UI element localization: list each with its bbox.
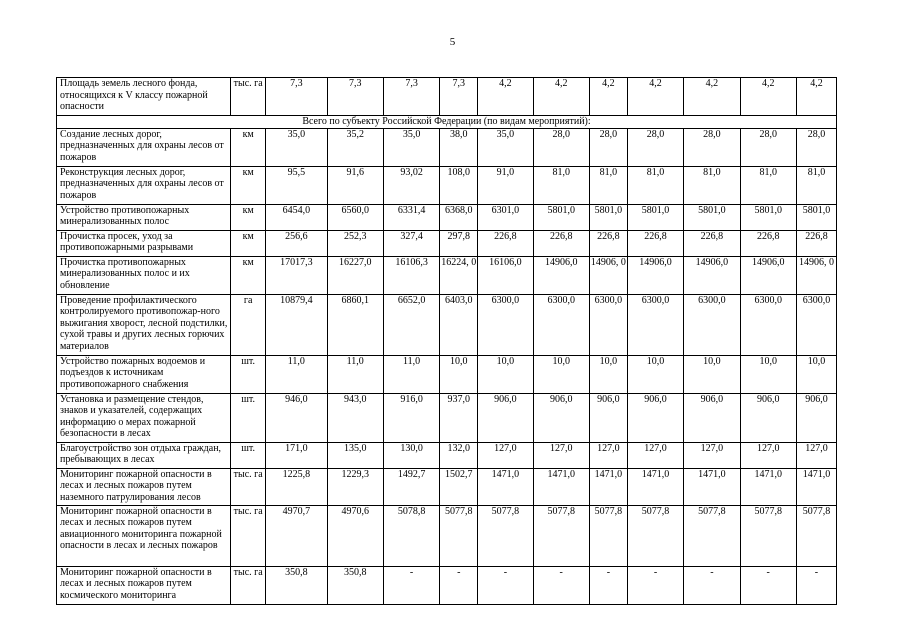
table-row bbox=[57, 566, 837, 604]
value-cell: 226,8 bbox=[627, 230, 683, 256]
value-cell: 906,0 bbox=[796, 393, 836, 442]
row-unit: тыс. га bbox=[231, 505, 266, 566]
value-cell: 7,3 bbox=[327, 78, 383, 116]
value-cell: 6560,0 bbox=[327, 204, 383, 230]
value-cell: - bbox=[533, 566, 589, 604]
page-number: 5 bbox=[449, 36, 456, 48]
value-cell: 5077,8 bbox=[740, 505, 796, 566]
table-row bbox=[57, 204, 837, 230]
value-cell: 226,8 bbox=[478, 230, 533, 256]
value-cell: 35,0 bbox=[383, 128, 439, 166]
value-cell: 906,0 bbox=[740, 393, 796, 442]
value-cell: 16227,0 bbox=[327, 256, 383, 294]
row-unit: км bbox=[231, 230, 266, 256]
value-cell: 35,0 bbox=[478, 128, 533, 166]
row-unit: км bbox=[231, 166, 266, 204]
row-name: Устройство противопожарных минерализованных полос bbox=[57, 204, 231, 230]
value-cell: 5801,0 bbox=[533, 204, 589, 230]
table-row bbox=[57, 166, 837, 204]
value-cell: - bbox=[684, 566, 740, 604]
value-cell: 4970,7 bbox=[266, 505, 327, 566]
value-cell: 226,8 bbox=[740, 230, 796, 256]
value-cell: 5077,8 bbox=[440, 505, 478, 566]
value-cell: 906,0 bbox=[589, 393, 627, 442]
value-cell: 127,0 bbox=[627, 442, 683, 468]
value-cell: 4,2 bbox=[740, 78, 796, 116]
value-cell: 5801,0 bbox=[796, 204, 836, 230]
value-cell: 91,0 bbox=[478, 166, 533, 204]
table-row bbox=[57, 505, 837, 566]
value-cell: 226,8 bbox=[533, 230, 589, 256]
row-name: Установка и размещение стендов, знаков и указателей, содержащих информацию о мерах пожарной безопасности в лесах bbox=[57, 393, 231, 442]
value-cell: 943,0 bbox=[327, 393, 383, 442]
value-cell: 10,0 bbox=[684, 355, 740, 393]
value-cell: 327,4 bbox=[383, 230, 439, 256]
value-cell: 127,0 bbox=[684, 442, 740, 468]
value-cell: 10,0 bbox=[478, 355, 533, 393]
value-cell: 5077,8 bbox=[796, 505, 836, 566]
value-cell: 130,0 bbox=[383, 442, 439, 468]
value-cell: 10,0 bbox=[627, 355, 683, 393]
value-cell: 127,0 bbox=[533, 442, 589, 468]
row-name: Прочистка противопожарных минерализованных полос и их обновление bbox=[57, 256, 231, 294]
value-cell: 6300,0 bbox=[589, 294, 627, 355]
value-cell: 1471,0 bbox=[740, 468, 796, 505]
value-cell: 1471,0 bbox=[684, 468, 740, 505]
section-title: Всего по субъекту Российской Федерации (по видам мероприятий): bbox=[57, 116, 837, 129]
row-name: Прочистка просек, уход за противопожарными разрывами bbox=[57, 230, 231, 256]
section-row bbox=[57, 116, 837, 129]
value-cell: 4,2 bbox=[478, 78, 533, 116]
value-cell: 906,0 bbox=[627, 393, 683, 442]
value-cell: 5077,8 bbox=[589, 505, 627, 566]
value-cell: - bbox=[740, 566, 796, 604]
table-row bbox=[57, 468, 837, 505]
value-cell: 108,0 bbox=[440, 166, 478, 204]
value-cell: 14906,0 bbox=[533, 256, 589, 294]
value-cell: 28,0 bbox=[627, 128, 683, 166]
value-cell: 11,0 bbox=[327, 355, 383, 393]
value-cell: 81,0 bbox=[533, 166, 589, 204]
value-cell: 14906,0 bbox=[740, 256, 796, 294]
value-cell: 350,8 bbox=[327, 566, 383, 604]
value-cell: 6652,0 bbox=[383, 294, 439, 355]
value-cell: 10,0 bbox=[533, 355, 589, 393]
value-cell: 135,0 bbox=[327, 442, 383, 468]
value-cell: 1471,0 bbox=[627, 468, 683, 505]
row-name: Проведение профилактического контролируемого противопожар-ного выжигания хворост, лесной подстилки, сухой травы и других лесных горючих материалов bbox=[57, 294, 231, 355]
value-cell: 6403,0 bbox=[440, 294, 478, 355]
table-row bbox=[57, 442, 837, 468]
value-cell: 14906,0 bbox=[684, 256, 740, 294]
row-name: Площадь земель лесного фонда, относящихся к V классу пожарной опасности bbox=[57, 78, 231, 116]
value-cell: 6300,0 bbox=[533, 294, 589, 355]
value-cell: - bbox=[478, 566, 533, 604]
value-cell: 5077,8 bbox=[627, 505, 683, 566]
value-cell: - bbox=[383, 566, 439, 604]
value-cell: 1471,0 bbox=[796, 468, 836, 505]
value-cell: 7,3 bbox=[266, 78, 327, 116]
row-unit: шт. bbox=[231, 442, 266, 468]
value-cell: 226,8 bbox=[796, 230, 836, 256]
value-cell: - bbox=[627, 566, 683, 604]
value-cell: 132,0 bbox=[440, 442, 478, 468]
value-cell: 5078,8 bbox=[383, 505, 439, 566]
row-unit: км bbox=[231, 128, 266, 166]
value-cell: 916,0 bbox=[383, 393, 439, 442]
value-cell: 127,0 bbox=[478, 442, 533, 468]
table-body bbox=[57, 78, 837, 605]
value-cell: 6300,0 bbox=[796, 294, 836, 355]
value-cell: 256,6 bbox=[266, 230, 327, 256]
value-cell: 1502,7 bbox=[440, 468, 478, 505]
row-unit: км bbox=[231, 256, 266, 294]
value-cell: 81,0 bbox=[589, 166, 627, 204]
table-row bbox=[57, 393, 837, 442]
value-cell: 1471,0 bbox=[589, 468, 627, 505]
row-unit: шт. bbox=[231, 393, 266, 442]
value-cell: 93,02 bbox=[383, 166, 439, 204]
value-cell: 5077,8 bbox=[533, 505, 589, 566]
value-cell: 81,0 bbox=[627, 166, 683, 204]
row-unit: тыс. га bbox=[231, 78, 266, 116]
value-cell: 11,0 bbox=[383, 355, 439, 393]
value-cell: 91,6 bbox=[327, 166, 383, 204]
value-cell: 81,0 bbox=[796, 166, 836, 204]
value-cell: 16106,3 bbox=[383, 256, 439, 294]
value-cell: 6860,1 bbox=[327, 294, 383, 355]
value-cell: 6454,0 bbox=[266, 204, 327, 230]
value-cell: 6368,0 bbox=[440, 204, 478, 230]
value-cell: 28,0 bbox=[533, 128, 589, 166]
value-cell: 1229,3 bbox=[327, 468, 383, 505]
value-cell: 35,2 bbox=[327, 128, 383, 166]
table-row bbox=[57, 230, 837, 256]
table-row bbox=[57, 256, 837, 294]
table-row bbox=[57, 78, 837, 116]
value-cell: 5801,0 bbox=[589, 204, 627, 230]
value-cell: 297,8 bbox=[440, 230, 478, 256]
value-cell: 16224, 0 bbox=[440, 256, 478, 294]
value-cell: 127,0 bbox=[740, 442, 796, 468]
value-cell: 7,3 bbox=[383, 78, 439, 116]
value-cell: 937,0 bbox=[440, 393, 478, 442]
value-cell: 10,0 bbox=[796, 355, 836, 393]
row-name: Мониторинг пожарной опасности в лесах и лесных пожаров путем наземного патрулирования лесов bbox=[57, 468, 231, 505]
value-cell: 11,0 bbox=[266, 355, 327, 393]
value-cell: 5077,8 bbox=[478, 505, 533, 566]
value-cell: 14906, 0 bbox=[589, 256, 627, 294]
table-row bbox=[57, 128, 837, 166]
row-unit: шт. bbox=[231, 355, 266, 393]
value-cell: 4,2 bbox=[589, 78, 627, 116]
value-cell: 6300,0 bbox=[740, 294, 796, 355]
row-unit: тыс. га bbox=[231, 566, 266, 604]
value-cell: 95,5 bbox=[266, 166, 327, 204]
value-cell: 252,3 bbox=[327, 230, 383, 256]
value-cell: 4,2 bbox=[533, 78, 589, 116]
value-cell: 4,2 bbox=[796, 78, 836, 116]
value-cell: 1471,0 bbox=[533, 468, 589, 505]
row-name: Реконструкция лесных дорог, предназначенных для охраны лесов от пожаров bbox=[57, 166, 231, 204]
value-cell: 38,0 bbox=[440, 128, 478, 166]
value-cell: 1471,0 bbox=[478, 468, 533, 505]
value-cell: 906,0 bbox=[478, 393, 533, 442]
value-cell: 10879,4 bbox=[266, 294, 327, 355]
value-cell: 171,0 bbox=[266, 442, 327, 468]
value-cell: 16106,0 bbox=[478, 256, 533, 294]
value-cell: 28,0 bbox=[740, 128, 796, 166]
value-cell: 1225,8 bbox=[266, 468, 327, 505]
value-cell: 14906, 0 bbox=[796, 256, 836, 294]
value-cell: 7,3 bbox=[440, 78, 478, 116]
row-name: Мониторинг пожарной опасности в лесах и лесных пожаров путем космического мониторинга bbox=[57, 566, 231, 604]
value-cell: 14906,0 bbox=[627, 256, 683, 294]
value-cell: 35,0 bbox=[266, 128, 327, 166]
value-cell: 350,8 bbox=[266, 566, 327, 604]
row-unit: км bbox=[231, 204, 266, 230]
row-name: Устройство пожарных водоемов и подъездов к источникам противопожарного снабжения bbox=[57, 355, 231, 393]
value-cell: - bbox=[440, 566, 478, 604]
value-cell: 28,0 bbox=[796, 128, 836, 166]
value-cell: 4970,6 bbox=[327, 505, 383, 566]
table-row bbox=[57, 355, 837, 393]
value-cell: 906,0 bbox=[684, 393, 740, 442]
value-cell: 226,8 bbox=[589, 230, 627, 256]
table-row bbox=[57, 294, 837, 355]
row-unit: тыс. га bbox=[231, 468, 266, 505]
data-table bbox=[56, 77, 837, 605]
value-cell: 81,0 bbox=[684, 166, 740, 204]
value-cell: 5077,8 bbox=[684, 505, 740, 566]
value-cell: 5801,0 bbox=[740, 204, 796, 230]
value-cell: 28,0 bbox=[589, 128, 627, 166]
value-cell: - bbox=[796, 566, 836, 604]
value-cell: 4,2 bbox=[684, 78, 740, 116]
value-cell: 17017,3 bbox=[266, 256, 327, 294]
row-name: Создание лесных дорог, предназначенных для охраны лесов от пожаров bbox=[57, 128, 231, 166]
row-name: Благоустройство зон отдыха граждан, пребывающих в лесах bbox=[57, 442, 231, 468]
value-cell: 946,0 bbox=[266, 393, 327, 442]
value-cell: 127,0 bbox=[589, 442, 627, 468]
value-cell: 5801,0 bbox=[684, 204, 740, 230]
value-cell: - bbox=[589, 566, 627, 604]
value-cell: 1492,7 bbox=[383, 468, 439, 505]
value-cell: 5801,0 bbox=[627, 204, 683, 230]
value-cell: 6300,0 bbox=[684, 294, 740, 355]
value-cell: 28,0 bbox=[684, 128, 740, 166]
value-cell: 81,0 bbox=[740, 166, 796, 204]
value-cell: 906,0 bbox=[533, 393, 589, 442]
row-name: Мониторинг пожарной опасности в лесах и лесных пожаров путем авиационного мониторинга пожарной опасности в лесах и лесных пожаров bbox=[57, 505, 231, 566]
value-cell: 6331,4 bbox=[383, 204, 439, 230]
value-cell: 10,0 bbox=[440, 355, 478, 393]
row-unit: га bbox=[231, 294, 266, 355]
value-cell: 127,0 bbox=[796, 442, 836, 468]
value-cell: 10,0 bbox=[740, 355, 796, 393]
value-cell: 4,2 bbox=[627, 78, 683, 116]
value-cell: 226,8 bbox=[684, 230, 740, 256]
value-cell: 6300,0 bbox=[627, 294, 683, 355]
value-cell: 6301,0 bbox=[478, 204, 533, 230]
value-cell: 6300,0 bbox=[478, 294, 533, 355]
value-cell: 10,0 bbox=[589, 355, 627, 393]
